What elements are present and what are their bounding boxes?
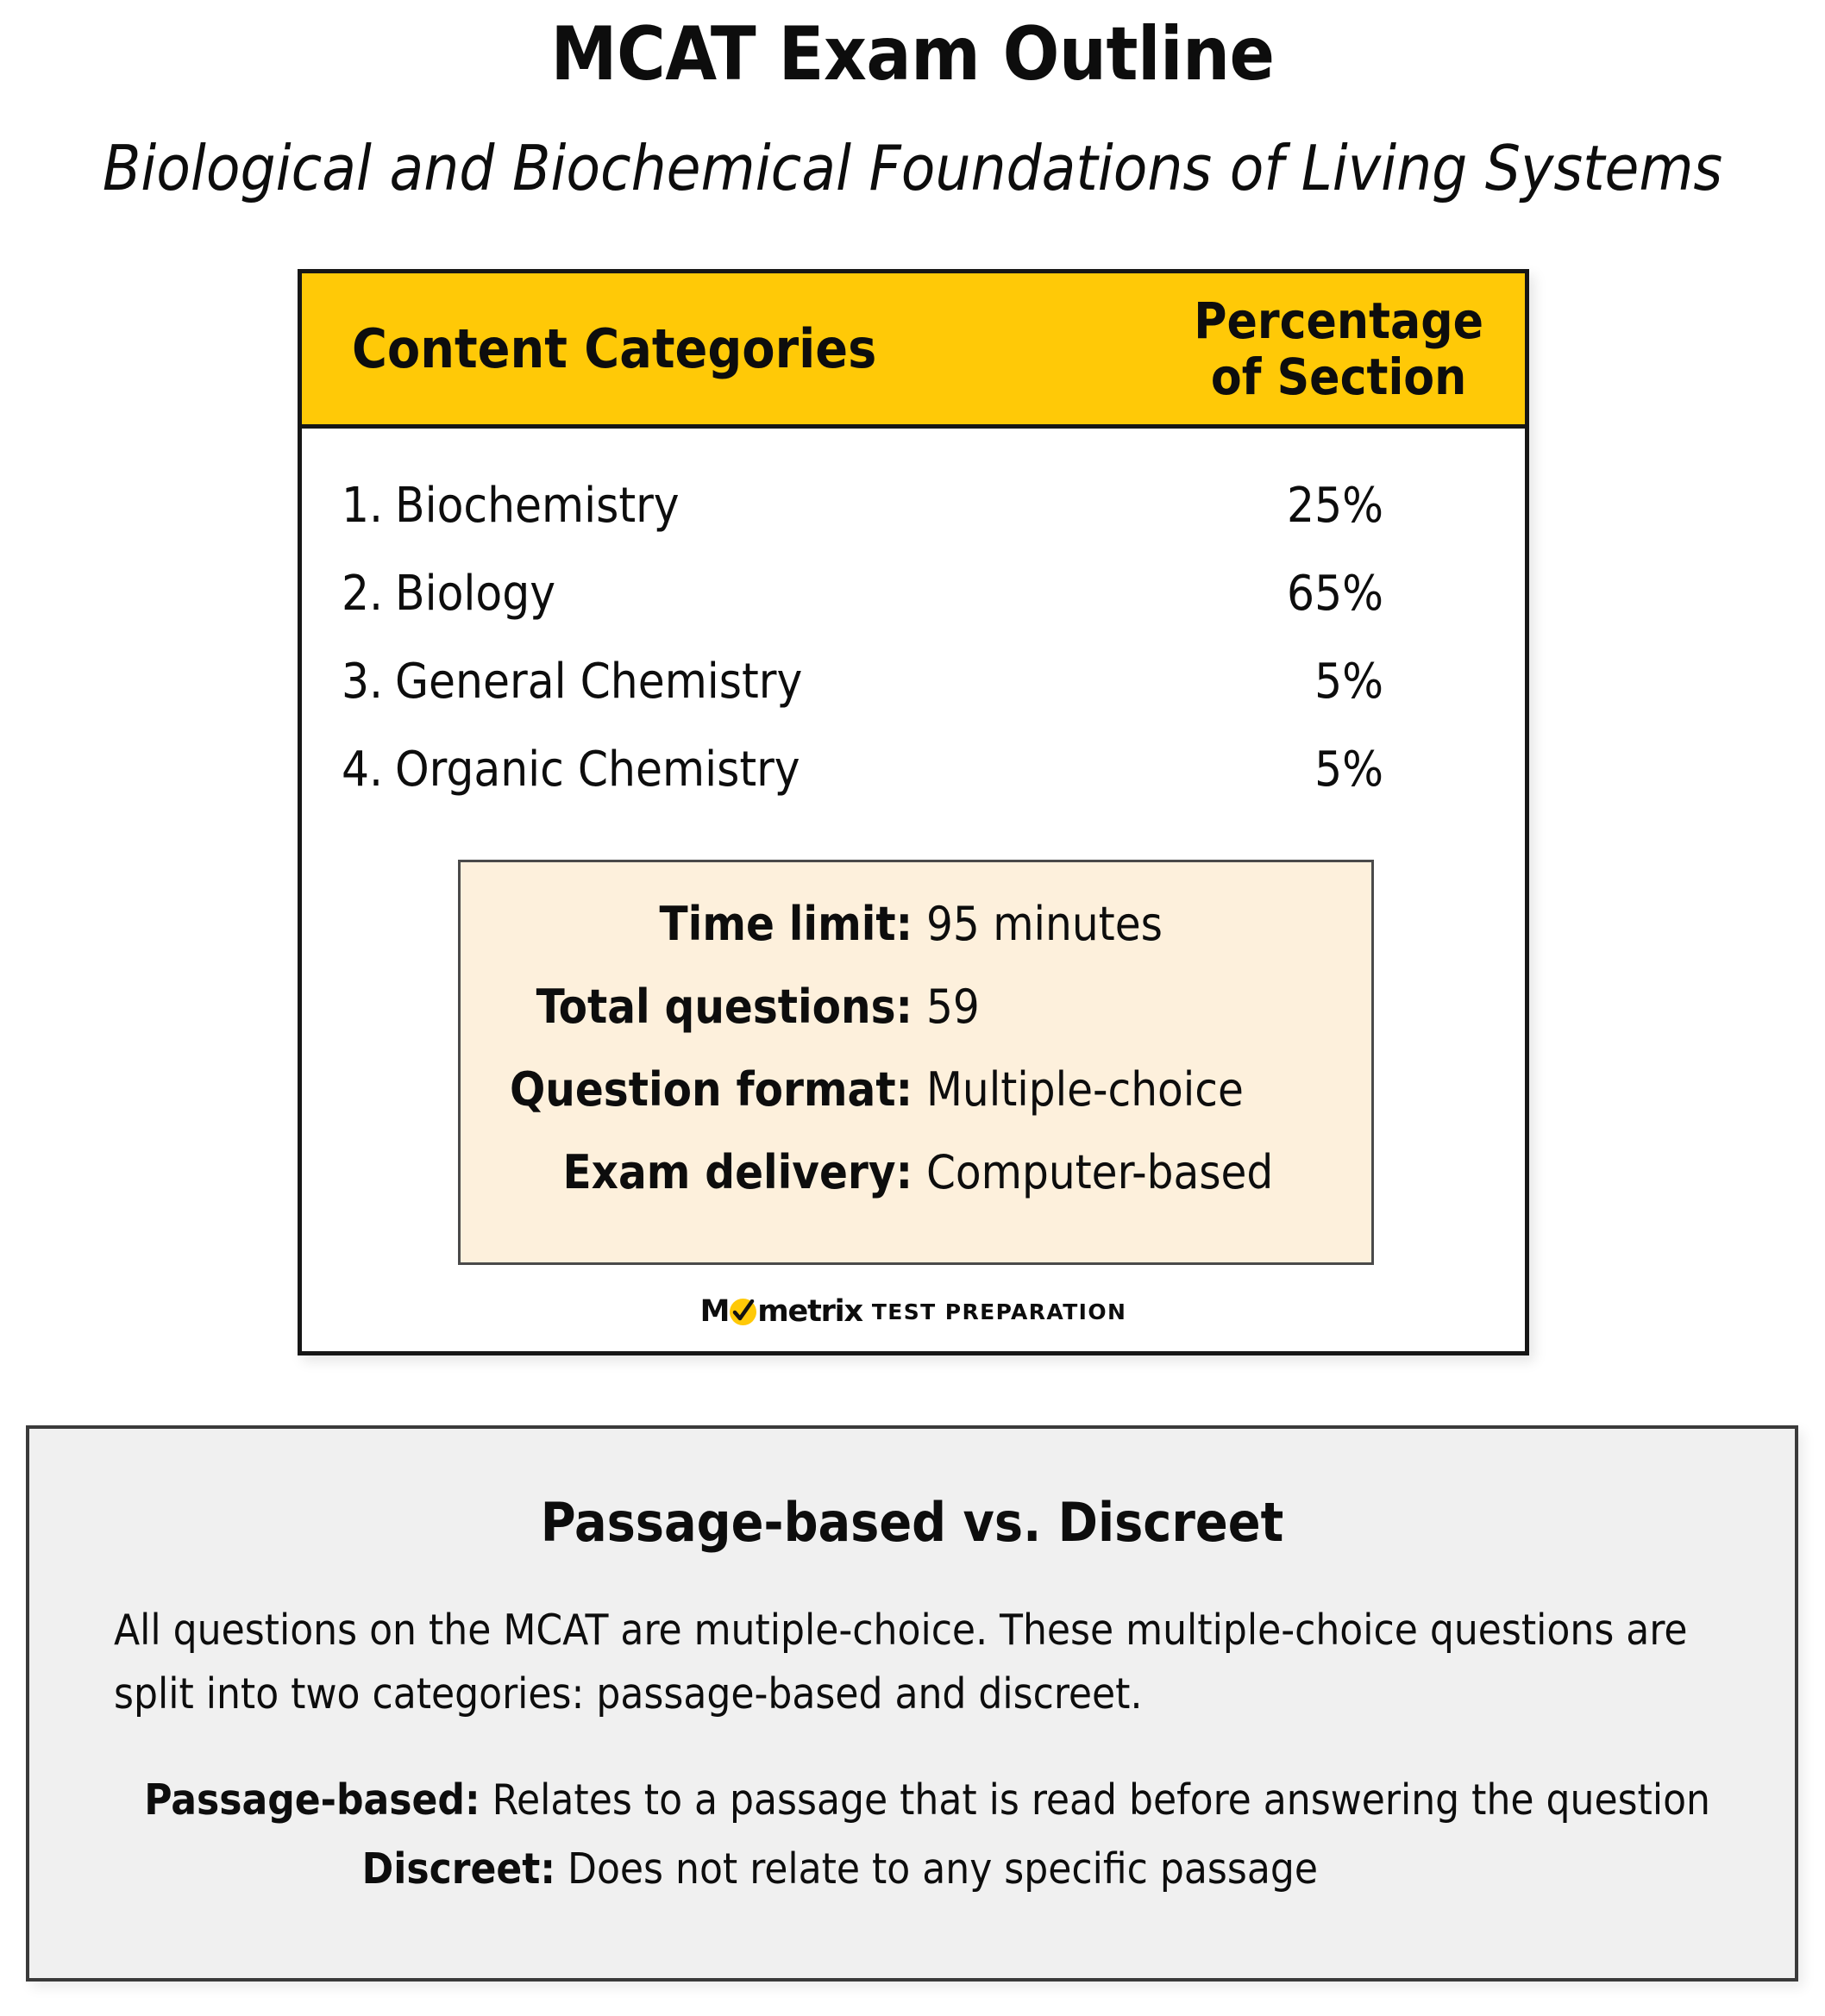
row-percent: 25% xyxy=(1287,477,1383,534)
definition-row-discreet xyxy=(114,1844,1710,1913)
detail-value: 59 xyxy=(926,980,980,1034)
row-label: Biochemistry xyxy=(395,477,680,534)
row-percent: 65% xyxy=(1287,565,1383,622)
exam-outline-card xyxy=(298,269,1529,1355)
mometrix-logo xyxy=(302,1294,1525,1329)
column-header-percentage-of-section xyxy=(1194,273,1483,424)
table-row xyxy=(302,725,1525,813)
detail-row-time-limit xyxy=(461,897,1371,980)
table-row xyxy=(302,637,1525,725)
detail-label: Question format: xyxy=(509,1062,912,1117)
detail-row-exam-delivery xyxy=(461,1145,1371,1228)
row-number: 3. xyxy=(342,653,384,710)
detail-row-total-questions xyxy=(461,980,1371,1062)
page-subtitle: Biological and Biochemical Foundations of Living Systems xyxy=(102,132,1723,204)
row-number: 2. xyxy=(342,565,384,622)
definition-row-passage-based xyxy=(114,1775,1710,1844)
passage-vs-discreet-panel xyxy=(26,1425,1798,1982)
definition-list xyxy=(29,1775,1795,1913)
panel-title: Passage-based vs. Discreet xyxy=(540,1491,1284,1554)
detail-label: Exam delivery: xyxy=(562,1145,912,1199)
definition-value: Relates to a passage that is read before answering the question xyxy=(492,1775,1710,1825)
definition-value: Does not relate to any specific passage xyxy=(568,1844,1318,1894)
mometrix-wordmark xyxy=(699,1294,862,1329)
row-number: 4. xyxy=(342,741,384,798)
table-row xyxy=(302,461,1525,549)
detail-value: 95 minutes xyxy=(926,897,1163,951)
table-header-row xyxy=(302,273,1525,429)
logo-word-post: metrix xyxy=(757,1294,862,1329)
table-row xyxy=(302,549,1525,637)
row-percent: 5% xyxy=(1314,741,1383,798)
detail-value: Computer-based xyxy=(926,1145,1274,1199)
checkmark-circle-icon xyxy=(730,1299,756,1325)
definition-label: Discreet: xyxy=(361,1844,555,1894)
exam-details-box xyxy=(458,860,1374,1265)
row-label: Biology xyxy=(395,565,555,622)
mometrix-tagline: TEST PREPARATION xyxy=(871,1299,1127,1324)
definition-label: Passage-based: xyxy=(144,1775,480,1825)
detail-value: Multiple-choice xyxy=(926,1062,1244,1117)
logo-word-pre: M xyxy=(699,1294,730,1329)
panel-body-text: All questions on the MCAT are mutiple-choice. These multiple-choice questions are split into two categories: passage-based and discreet. xyxy=(114,1606,1688,1719)
row-label: Organic Chemistry xyxy=(395,741,800,798)
page-title: MCAT Exam Outline xyxy=(550,11,1275,97)
column-header-percentage-line1: Percentage xyxy=(1194,291,1483,350)
content-category-list xyxy=(302,429,1525,813)
detail-label: Total questions: xyxy=(536,980,912,1034)
detail-row-question-format xyxy=(461,1062,1371,1145)
column-header-percentage-line2: of Section xyxy=(1210,347,1467,406)
row-number: 1. xyxy=(342,477,384,534)
detail-label: Time limit: xyxy=(659,897,912,951)
row-percent: 5% xyxy=(1314,653,1383,710)
column-header-content-categories: Content Categories xyxy=(352,317,877,380)
row-label: General Chemistry xyxy=(395,653,803,710)
